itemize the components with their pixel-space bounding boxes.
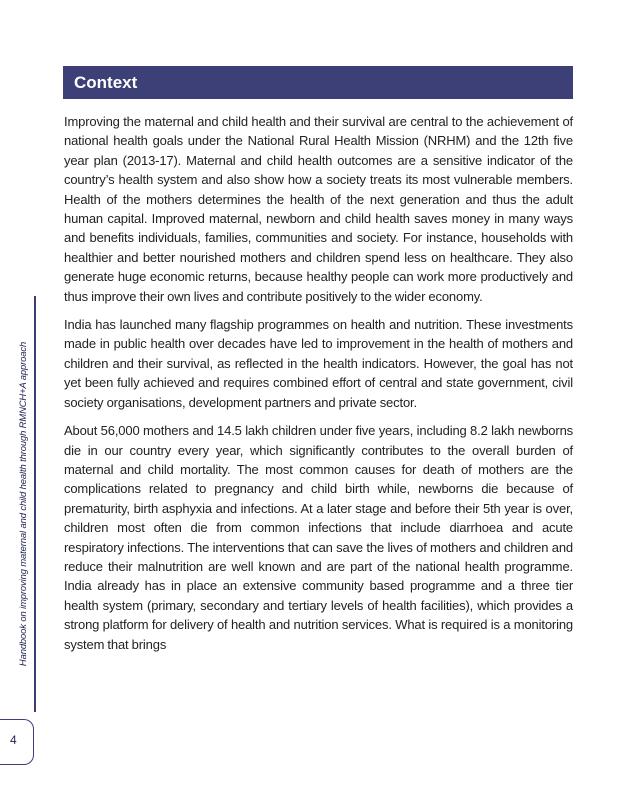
page-number-tab xyxy=(0,719,34,765)
page-number: 4 xyxy=(10,733,17,747)
side-margin xyxy=(0,0,36,785)
paragraph: India has launched many flagship programmes on health and nutrition. These investments made in public health over decades have led to improvement in the health of mothers and children and their survival, as reflected in the health indicators. However, the goal has not yet been fully achieved and requires combined effort of central and state government, civil society organisations, development partners and private sector. xyxy=(64,317,573,410)
section-heading-bar xyxy=(63,66,573,99)
body-text xyxy=(64,112,573,663)
paragraph: About 56,000 mothers and 14.5 lakh children under five years, including 8.2 lakh newborns die in our country every year, which significantly contributes to the overall burden of maternal and child mortality. The most common causes for death of mothers are the complications related to pregnancy and child birth while, newborns die because of prematurity, birth asphyxia and infections. At a later stage and before their 5th year is over, children most often die from common infections that include diarrhoea and acute respiratory infections. The interventions that can save the lives of mothers and children and reduce their malnutrition are well known and are part of the national health programme. India already has in place an extensive community based programme and a three tier health system (primary, secondary and tertiary levels of health facilities), which provides a strong platform for delivery of health and nutrition services. What is required is a monitoring system that brings xyxy=(64,423,573,652)
side-divider xyxy=(34,296,36,712)
running-title: Handbook on improving maternal and child health through RMNCH+A approach xyxy=(17,341,28,667)
section-heading: Context xyxy=(74,73,138,92)
paragraph: Improving the maternal and child health and their survival are central to the achievement of national health goals under the National Rural Health Mission (NRHM) and the 12th five year plan (2013-17). Maternal and child health outcomes are a sensitive indicator of the country’s health system and also show how a society treats its most vulnerable members. Health of the mothers determines the health of the next generation and thus the adult human capital. Improved maternal, newborn and child health saves money in many ways and benefits individuals, families, communities and society. For instance, households with healthier and better nourished mothers and children spend less on healthcare. They also generate huge economic returns, because healthy people can work more productively and thus improve their own lives and contribute positively to the wider economy. xyxy=(64,114,573,304)
